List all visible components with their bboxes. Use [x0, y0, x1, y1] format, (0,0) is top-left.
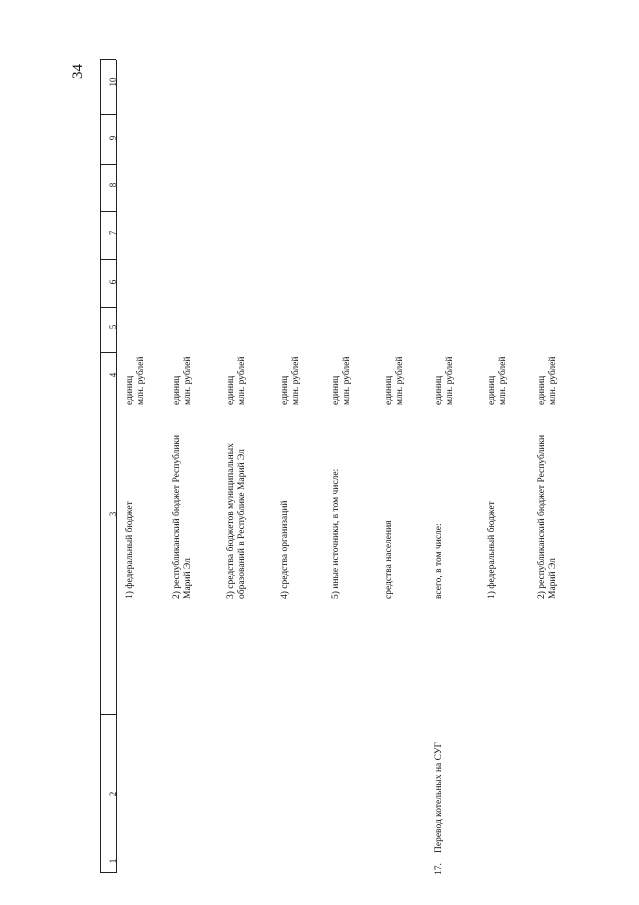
source-cell: 3) средства бюджетов муниципальных: [226, 443, 236, 599]
col-divider: [100, 211, 116, 212]
unit-cell: млн. рублей: [548, 356, 558, 405]
col-divider: [100, 59, 116, 60]
unit-cell: млн. рублей: [136, 356, 146, 405]
col-divider: [100, 872, 116, 873]
source-cell: средства населения: [384, 520, 394, 599]
column-header-1: 1: [108, 858, 118, 864]
source-cell: 4) средства организаций: [280, 500, 290, 599]
unit-cell: единиц: [226, 375, 236, 405]
source-cell: 2) республиканский бюджет Республики: [172, 434, 182, 599]
source-cell: 1) федеральный бюджет: [125, 501, 135, 599]
table-top-border: [100, 60, 101, 873]
column-header-10: 10: [108, 77, 118, 87]
unit-cell: млн. рублей: [395, 356, 405, 405]
column-header-3: 3: [108, 511, 118, 517]
source-cell: 1) федеральный бюджет: [487, 501, 497, 599]
unit-cell: единиц: [537, 375, 547, 405]
measure-name: Перевод котельных на СУГ: [434, 741, 444, 853]
column-header-8: 8: [108, 182, 118, 188]
unit-cell: единиц: [172, 375, 182, 405]
source-cell: Марий Эл: [548, 558, 558, 599]
unit-cell: единиц: [280, 375, 290, 405]
column-header-9: 9: [108, 135, 118, 141]
col-divider: [100, 114, 116, 115]
column-header-4: 4: [108, 372, 118, 378]
row-number: 17.: [434, 863, 444, 875]
column-header-5: 5: [108, 324, 118, 330]
unit-cell: млн. рублей: [183, 356, 193, 405]
unit-cell: млн. рублей: [498, 356, 508, 405]
unit-cell: единиц: [331, 375, 341, 405]
source-cell: всего, в том числе:: [434, 523, 444, 599]
unit-cell: единиц: [384, 375, 394, 405]
unit-cell: млн. рублей: [291, 356, 301, 405]
col-divider: [100, 714, 116, 715]
column-header-2: 2: [108, 791, 118, 797]
page-number: 34: [70, 64, 86, 79]
col-divider: [100, 352, 116, 353]
col-divider: [100, 307, 116, 308]
unit-cell: единиц: [434, 375, 444, 405]
unit-cell: млн. рублей: [445, 356, 455, 405]
unit-cell: млн. рублей: [342, 356, 352, 405]
source-cell: 5) иные источники, в том числе:: [331, 468, 341, 599]
source-cell: 2) республиканский бюджет Республики: [537, 434, 547, 599]
col-divider: [100, 164, 116, 165]
column-header-6: 6: [108, 279, 118, 285]
source-cell: образований в Республике Марий Эл: [237, 449, 247, 599]
source-cell: Марий Эл: [183, 558, 193, 599]
col-divider: [100, 259, 116, 260]
unit-cell: единиц: [125, 375, 135, 405]
unit-cell: единиц: [487, 375, 497, 405]
column-header-7: 7: [108, 230, 118, 236]
unit-cell: млн. рублей: [237, 356, 247, 405]
